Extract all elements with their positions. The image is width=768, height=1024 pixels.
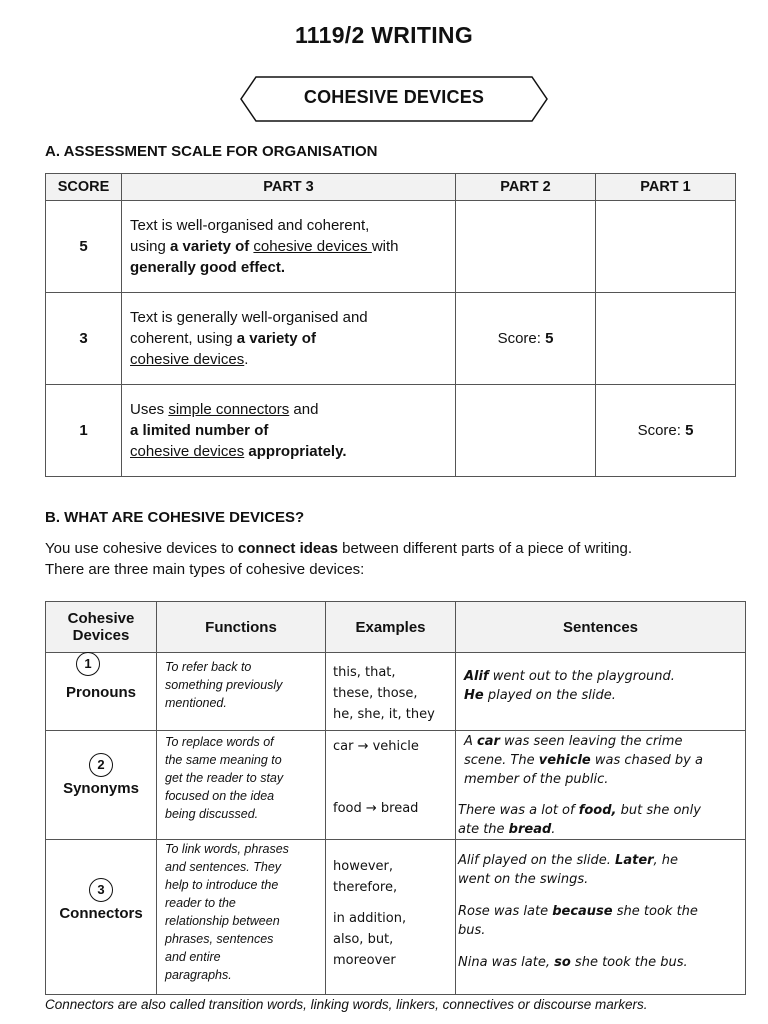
device-type	[46, 731, 157, 840]
assessment-row-3	[46, 293, 736, 385]
assessment-header-row	[46, 174, 736, 201]
part3-description: Uses simple connectors and a limited number of cohesive devices appropriately.	[122, 385, 456, 477]
part1-score: Score: 5	[596, 385, 736, 477]
row-connectors	[46, 840, 746, 995]
sentences-cell: A car was seen leaving the crime scene. The vehicle was chased by a member of the public. There was a lot of food, but she only ate the bread.	[456, 731, 746, 840]
col-part2: PART 2	[456, 174, 596, 201]
examples-cell: this, that, these, those, he, she, it, they	[326, 653, 456, 731]
device-type	[46, 653, 157, 731]
col-cohesive-devices: Cohesive Devices	[46, 602, 157, 653]
page-title: 1119/2 WRITING	[294, 22, 474, 48]
section-b-heading: B. WHAT ARE COHESIVE DEVICES?	[45, 509, 305, 526]
function-cell: To link words, phrases and sentences. They help to introduce the reader to the relationship between phrases, sentences and entire paragraphs.	[157, 840, 326, 995]
function-cell: To replace words of the same meaning to get the reader to stay focused on the idea being discussed.	[157, 731, 326, 840]
part3-description: Text is well-organised and coherent, using a variety of cohesive devices with generally good effect.	[122, 201, 456, 293]
assessment-row-5	[46, 201, 736, 293]
device-type	[46, 840, 157, 995]
score-value: 1	[46, 385, 122, 477]
topic-banner	[240, 76, 548, 122]
assessment-table	[45, 173, 736, 477]
intro-paragraph: You use cohesive devices to connect ideas between different parts of a piece of writing. There are three main types of cohesive devices:	[45, 540, 633, 578]
col-examples: Examples	[326, 602, 456, 653]
part2-score: Score: 5	[456, 293, 596, 385]
device-name: Pronouns	[66, 684, 136, 701]
part2-cell	[456, 201, 596, 293]
part3-description: Text is generally well-organised and coherent, using a variety of cohesive devices.	[122, 293, 456, 385]
cohesive-header-row	[46, 602, 746, 653]
device-name: Synonyms	[63, 780, 139, 797]
part1-cell	[596, 201, 736, 293]
cohesive-devices-table	[45, 601, 746, 995]
number-badge: 1	[76, 652, 100, 676]
part2-cell	[456, 385, 596, 477]
device-name: Connectors	[59, 905, 143, 922]
row-pronouns	[46, 653, 746, 731]
col-part3: PART 3	[122, 174, 456, 201]
examples-cell: however, therefore, in addition, also, but, moreover	[326, 840, 456, 995]
score-value: 3	[46, 293, 122, 385]
function-cell: To refer back to something previously mentioned.	[157, 653, 326, 731]
score-value: 5	[46, 201, 122, 293]
number-badge: 2	[89, 753, 113, 777]
banner-title: COHESIVE DEVICES	[303, 87, 485, 107]
col-part1: PART 1	[596, 174, 736, 201]
col-sentences: Sentences	[456, 602, 746, 653]
examples-cell: car → vehicle food → bread	[326, 731, 456, 840]
assessment-row-1	[46, 385, 736, 477]
row-synonyms	[46, 731, 746, 840]
section-a-heading: A. ASSESSMENT SCALE FOR ORGANISATION	[45, 143, 378, 160]
sentences-cell: Alif played on the slide. Later, he went on the swings. Rose was late because she took the bus. Nina was late, so she took the bus.	[456, 840, 746, 995]
number-badge: 3	[89, 878, 113, 902]
sentences-cell: Alif went out to the playground. He played on the slide.	[456, 653, 746, 731]
part1-cell	[596, 293, 736, 385]
col-score: SCORE	[46, 174, 122, 201]
col-functions: Functions	[157, 602, 326, 653]
footnote: Connectors are also called transition words, linking words, linkers, connectives or discourse markers.	[45, 997, 648, 1012]
